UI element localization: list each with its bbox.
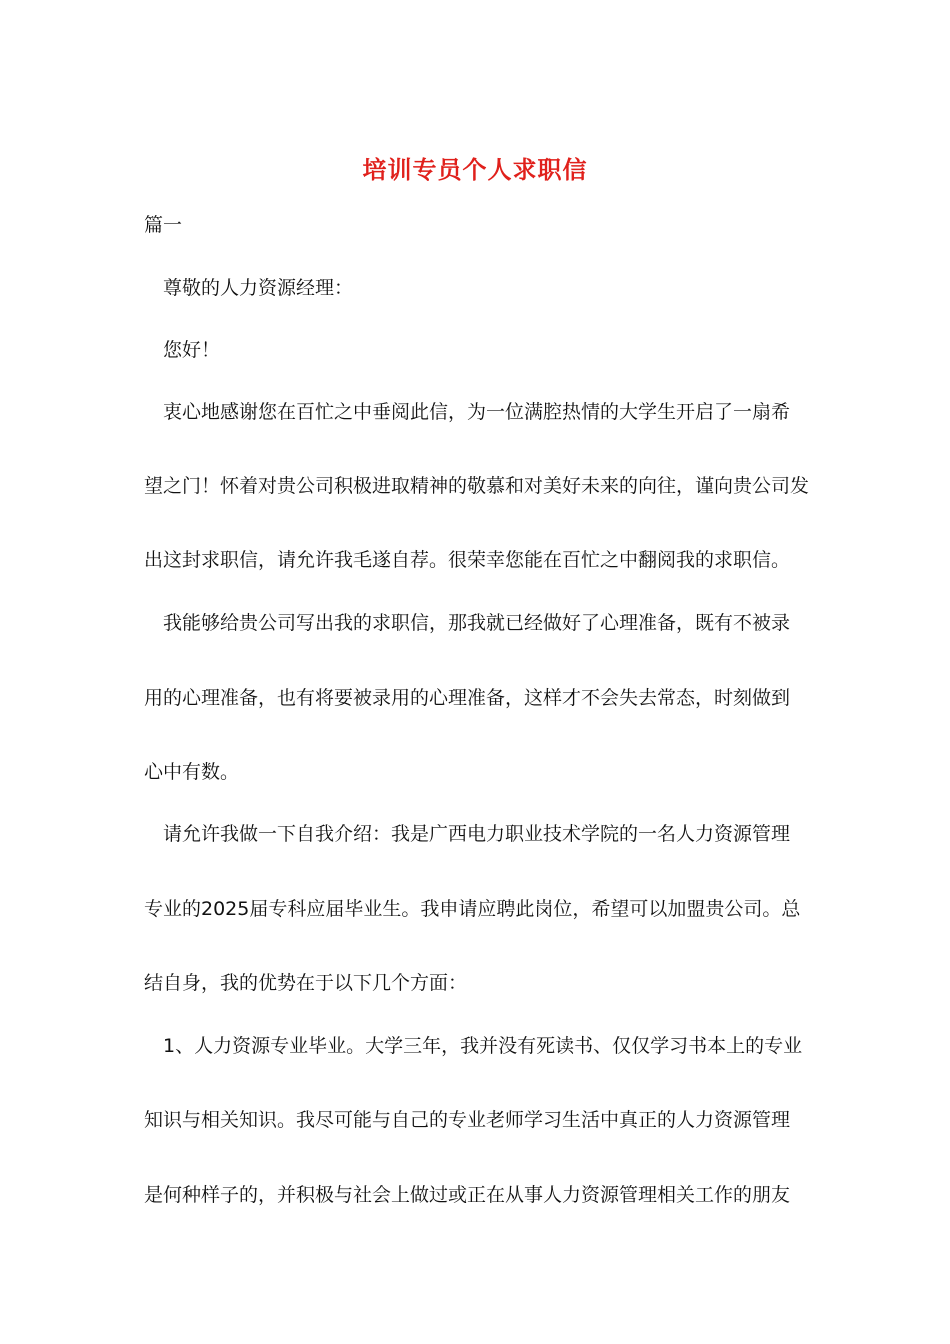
paragraph-line: 心中有数。 xyxy=(144,761,240,783)
paragraph-line: 知识与相关知识。我尽可能与自己的专业老师学习生活中真正的人力资源管理 xyxy=(144,1109,791,1131)
paragraph-line: 请允许我做一下自我介绍：我是广西电力职业技术学院的一名人力资源管理 xyxy=(163,823,791,845)
section-heading: 篇一 xyxy=(144,214,183,236)
paragraph-line: 是何种样子的，并积极与社会上做过或正在从事人力资源管理相关工作的朋友 xyxy=(144,1184,791,1206)
paragraph-line: 望之门！怀着对贵公司积极进取精神的敬慕和对美好未来的向往，谨向贵公司发 xyxy=(144,475,810,497)
document-title: 培训专员个人求职信 xyxy=(362,155,588,184)
paragraph-line: 结自身，我的优势在于以下几个方面： xyxy=(144,972,468,994)
paragraph-line: 1、人力资源专业毕业。大学三年，我并没有死读书、仅仅学习书本上的专业 xyxy=(163,1035,803,1057)
paragraph-line: 我能够给贵公司写出我的求职信，那我就已经做好了心理准备，既有不被录 xyxy=(163,612,791,634)
salutation: 尊敬的人力资源经理： xyxy=(163,277,354,299)
paragraph-line: 专业的2025届专科应届毕业生。我申请应聘此岗位，希望可以加盟贵公司。总 xyxy=(144,898,801,920)
greeting: 您好！ xyxy=(163,339,221,361)
paragraph-line: 衷心地感谢您在百忙之中垂阅此信，为一位满腔热情的大学生开启了一扇希 xyxy=(163,401,791,423)
paragraph-line: 出这封求职信，请允许我毛遂自荐。很荣幸您能在百忙之中翻阅我的求职信。 xyxy=(144,549,791,571)
paragraph-line: 用的心理准备，也有将要被录用的心理准备，这样才不会失去常态，时刻做到 xyxy=(144,687,791,709)
